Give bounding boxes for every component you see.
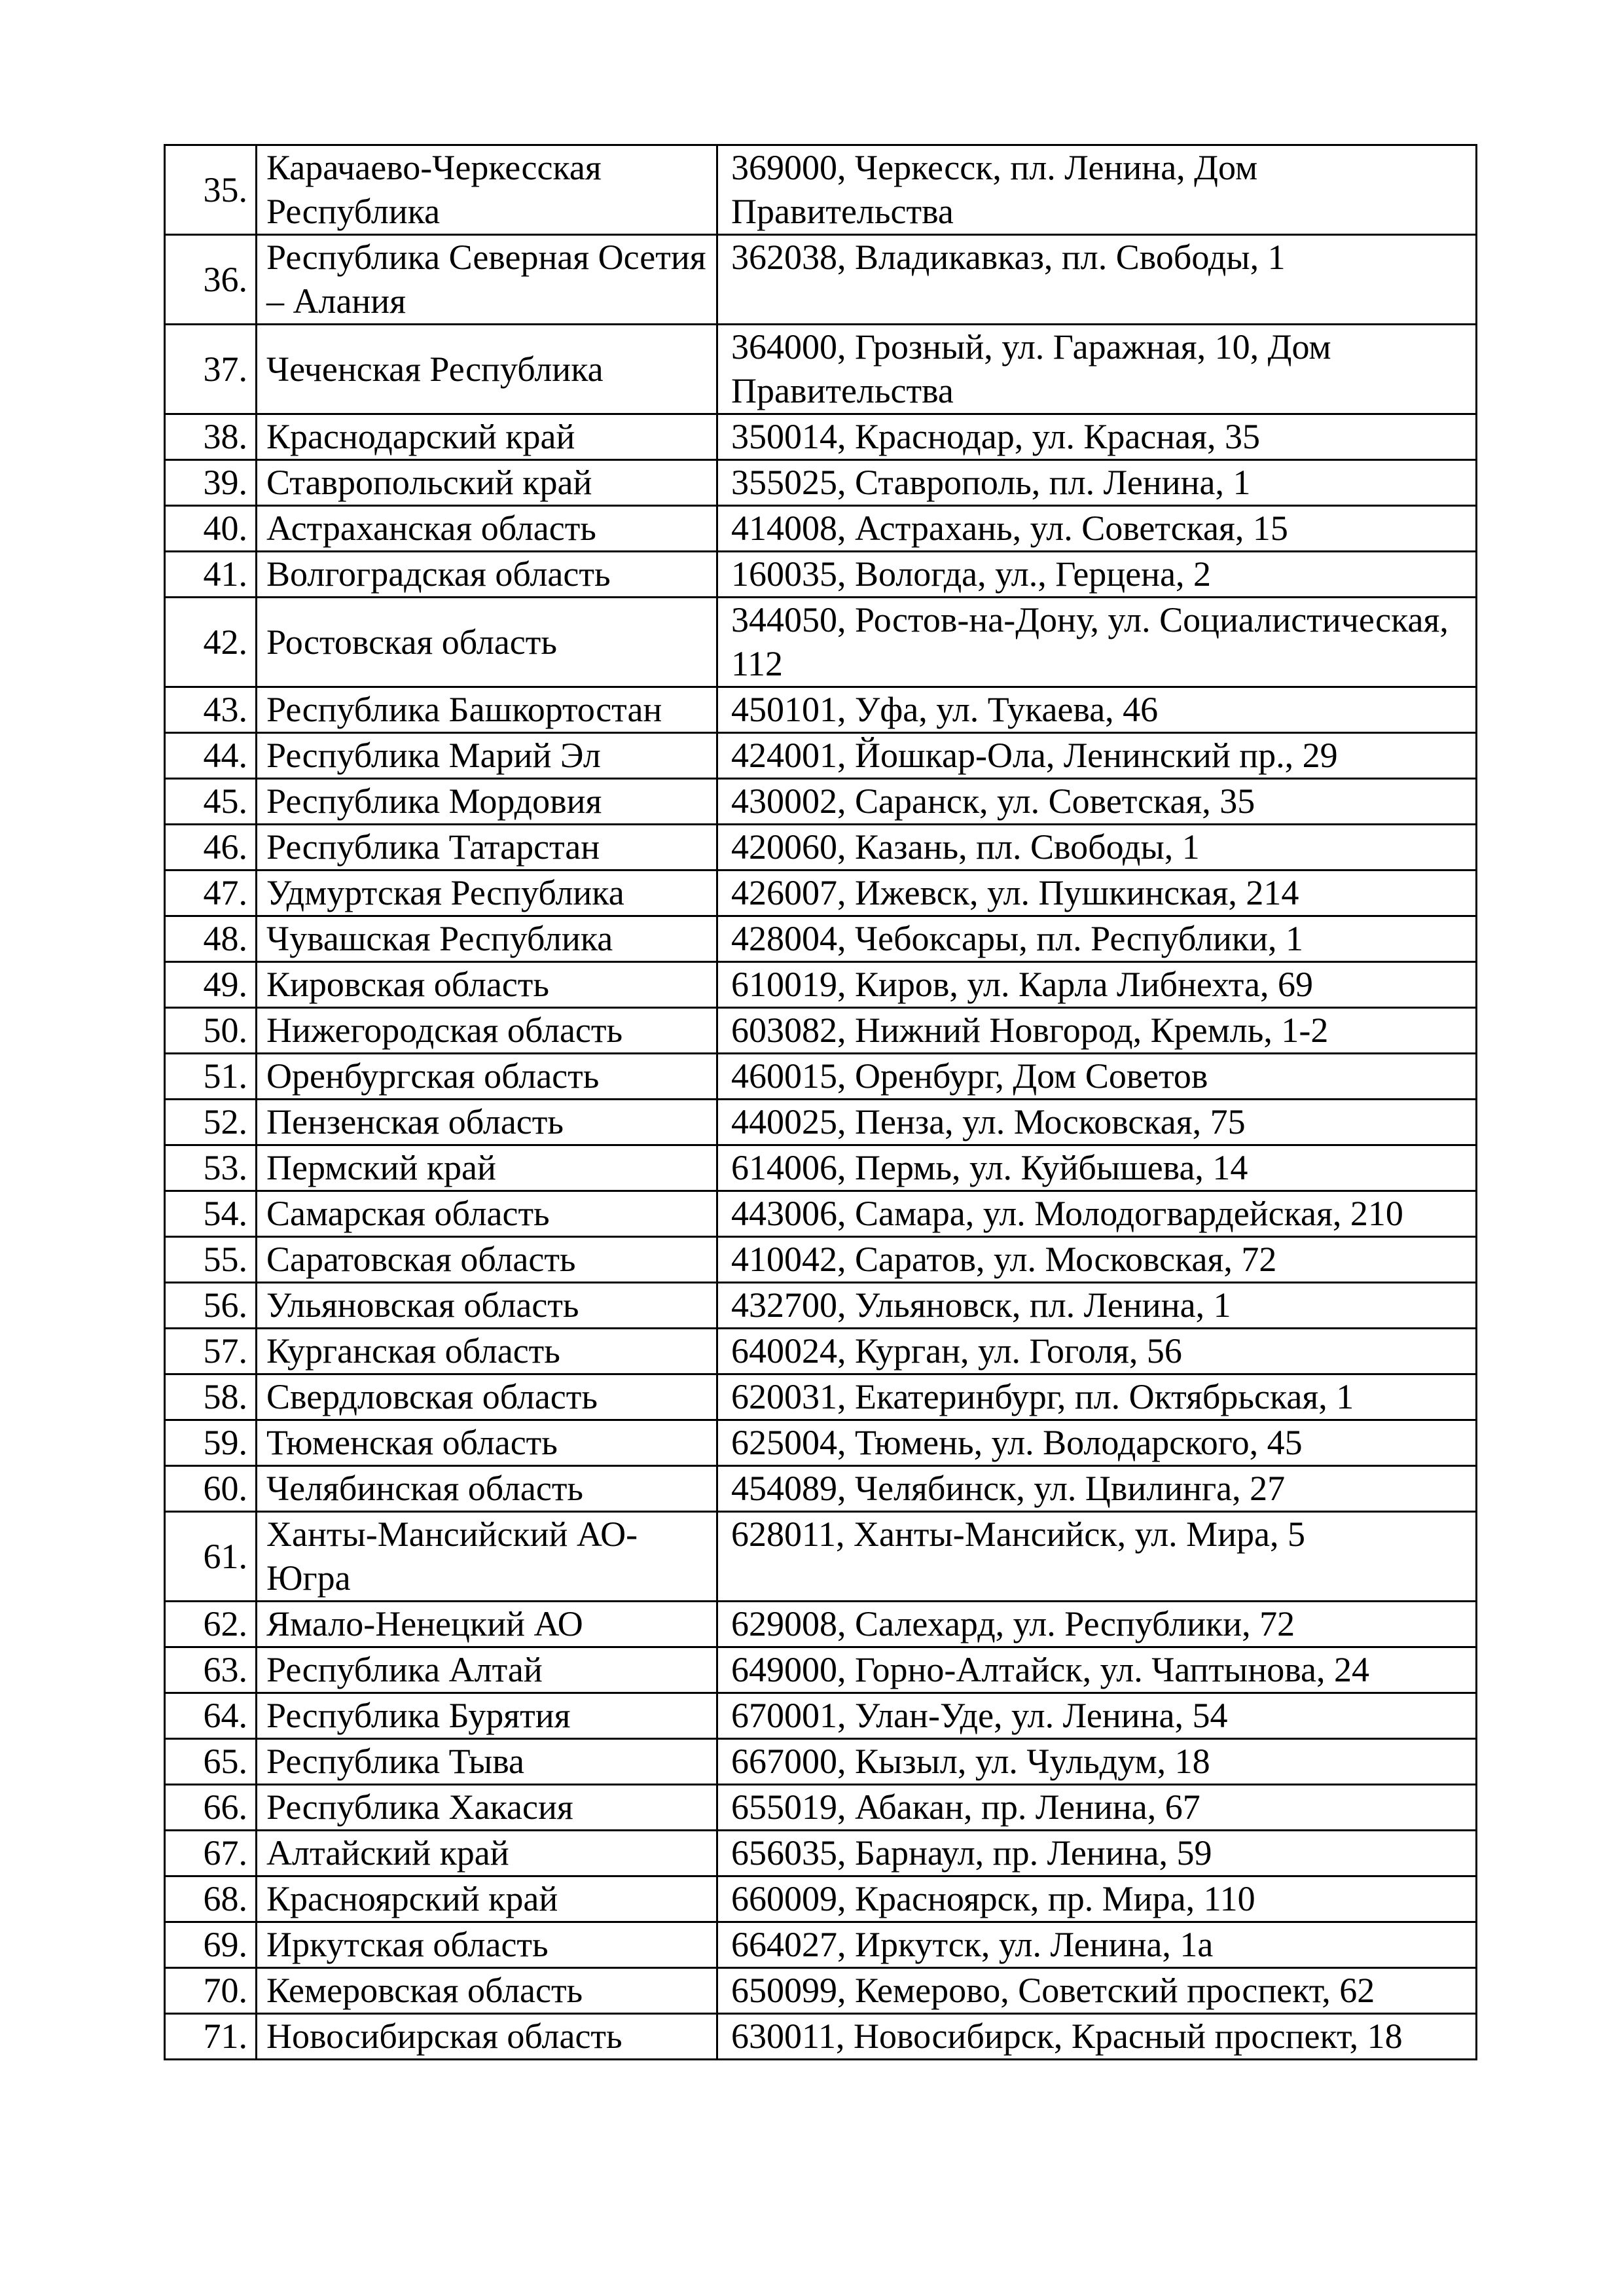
table-row — [165, 145, 1477, 235]
region-address: 428004, Чебоксары, пл. Республики, 1 — [717, 916, 1477, 962]
table-row — [165, 1968, 1477, 2014]
region-address: 454089, Челябинск, ул. Цвилинга, 27 — [717, 1466, 1477, 1512]
region-name: Самарская область — [257, 1191, 717, 1237]
region-name: Республика Тыва — [257, 1739, 717, 1785]
table-row — [165, 460, 1477, 506]
region-address: 355025, Ставрополь, пл. Ленина, 1 — [717, 460, 1477, 506]
region-name: Алтайский край — [257, 1831, 717, 1876]
region-address: 667000, Кызыл, ул. Чульдум, 18 — [717, 1739, 1477, 1785]
row-number: 38. — [165, 414, 257, 460]
region-address: 440025, Пенза, ул. Московская, 75 — [717, 1100, 1477, 1145]
region-name: Новосибирская область — [257, 2014, 717, 2060]
row-number: 60. — [165, 1466, 257, 1512]
row-number: 37. — [165, 325, 257, 414]
row-number: 59. — [165, 1420, 257, 1466]
region-address: 364000, Грозный, ул. Гаражная, 10, Дом Правительства — [717, 325, 1477, 414]
region-address: 362038, Владикавказ, пл. Свободы, 1 — [717, 235, 1477, 325]
region-address: 424001, Йошкар-Ола, Ленинский пр., 29 — [717, 733, 1477, 779]
region-address: 660009, Красноярск, пр. Мира, 110 — [717, 1876, 1477, 1922]
region-address: 430002, Саранск, ул. Советская, 35 — [717, 779, 1477, 825]
row-number: 44. — [165, 733, 257, 779]
region-name: Ростовская область — [257, 598, 717, 687]
table-row — [165, 1693, 1477, 1739]
table-row — [165, 825, 1477, 870]
row-number: 58. — [165, 1374, 257, 1420]
region-name: Республика Башкортостан — [257, 687, 717, 733]
region-name: Астраханская область — [257, 506, 717, 552]
table-row — [165, 870, 1477, 916]
region-name: Пермский край — [257, 1145, 717, 1191]
table-row — [165, 552, 1477, 598]
region-name: Республика Хакасия — [257, 1785, 717, 1831]
region-name: Красноярский край — [257, 1876, 717, 1922]
region-address: 655019, Абакан, пр. Ленина, 67 — [717, 1785, 1477, 1831]
region-name: Ханты-Мансийский АО-Югра — [257, 1512, 717, 1602]
row-number: 51. — [165, 1054, 257, 1100]
table-row — [165, 1191, 1477, 1237]
region-address: 410042, Саратов, ул. Московская, 72 — [717, 1237, 1477, 1283]
table-row — [165, 962, 1477, 1008]
table-row — [165, 1100, 1477, 1145]
table-row — [165, 1876, 1477, 1922]
row-number: 48. — [165, 916, 257, 962]
table-row — [165, 325, 1477, 414]
table-row — [165, 1512, 1477, 1602]
region-name: Республика Марий Эл — [257, 733, 717, 779]
region-address: 629008, Салехард, ул. Республики, 72 — [717, 1602, 1477, 1647]
region-name: Республика Татарстан — [257, 825, 717, 870]
region-address: 610019, Киров, ул. Карла Либнехта, 69 — [717, 962, 1477, 1008]
table-row — [165, 1785, 1477, 1831]
region-name: Ульяновская область — [257, 1283, 717, 1329]
row-number: 62. — [165, 1602, 257, 1647]
region-name: Иркутская область — [257, 1922, 717, 1968]
table-row — [165, 1329, 1477, 1374]
region-address: 603082, Нижний Новгород, Кремль, 1-2 — [717, 1008, 1477, 1054]
region-address: 650099, Кемерово, Советский проспект, 62 — [717, 1968, 1477, 2014]
row-number: 47. — [165, 870, 257, 916]
row-number: 42. — [165, 598, 257, 687]
row-number: 46. — [165, 825, 257, 870]
row-number: 39. — [165, 460, 257, 506]
region-address: 664027, Иркутск, ул. Ленина, 1а — [717, 1922, 1477, 1968]
row-number: 71. — [165, 2014, 257, 2060]
region-name: Республика Северная Осетия – Алания — [257, 235, 717, 325]
row-number: 67. — [165, 1831, 257, 1876]
table-row — [165, 506, 1477, 552]
table-row — [165, 598, 1477, 687]
region-address: 460015, Оренбург, Дом Советов — [717, 1054, 1477, 1100]
table-row — [165, 1831, 1477, 1876]
table-row — [165, 1922, 1477, 1968]
row-number: 61. — [165, 1512, 257, 1602]
region-name: Краснодарский край — [257, 414, 717, 460]
table-row — [165, 779, 1477, 825]
region-name: Карачаево-Черкесская Республика — [257, 145, 717, 235]
region-address: 649000, Горно-Алтайск, ул. Чаптынова, 24 — [717, 1647, 1477, 1693]
region-name: Саратовская область — [257, 1237, 717, 1283]
region-name: Курганская область — [257, 1329, 717, 1374]
region-name: Республика Бурятия — [257, 1693, 717, 1739]
region-address: 620031, Екатеринбург, пл. Октябрьская, 1 — [717, 1374, 1477, 1420]
region-name: Кемеровская область — [257, 1968, 717, 2014]
table-row — [165, 1647, 1477, 1693]
regions-address-table — [164, 144, 1477, 2060]
region-name: Удмуртская Республика — [257, 870, 717, 916]
row-number: 36. — [165, 235, 257, 325]
table-row — [165, 1237, 1477, 1283]
table-row — [165, 1283, 1477, 1329]
region-address: 369000, Черкесск, пл. Ленина, Дом Правительства — [717, 145, 1477, 235]
region-address: 432700, Ульяновск, пл. Ленина, 1 — [717, 1283, 1477, 1329]
region-name: Республика Алтай — [257, 1647, 717, 1693]
region-address: 628011, Ханты-Мансийск, ул. Мира, 5 — [717, 1512, 1477, 1602]
row-number: 68. — [165, 1876, 257, 1922]
row-number: 55. — [165, 1237, 257, 1283]
region-address: 414008, Астрахань, ул. Советская, 15 — [717, 506, 1477, 552]
table-row — [165, 733, 1477, 779]
region-name: Оренбургская область — [257, 1054, 717, 1100]
region-name: Чеченская Республика — [257, 325, 717, 414]
region-address: 640024, Курган, ул. Гоголя, 56 — [717, 1329, 1477, 1374]
table-row — [165, 1739, 1477, 1785]
row-number: 64. — [165, 1693, 257, 1739]
row-number: 53. — [165, 1145, 257, 1191]
region-name: Пензенская область — [257, 1100, 717, 1145]
row-number: 56. — [165, 1283, 257, 1329]
region-name: Нижегородская область — [257, 1008, 717, 1054]
table-row — [165, 2014, 1477, 2060]
region-name: Тюменская область — [257, 1420, 717, 1466]
row-number: 69. — [165, 1922, 257, 1968]
region-address: 450101, Уфа, ул. Тукаева, 46 — [717, 687, 1477, 733]
table-row — [165, 1374, 1477, 1420]
table-row — [165, 414, 1477, 460]
row-number: 63. — [165, 1647, 257, 1693]
row-number: 50. — [165, 1008, 257, 1054]
table-row — [165, 687, 1477, 733]
region-address: 420060, Казань, пл. Свободы, 1 — [717, 825, 1477, 870]
region-address: 443006, Самара, ул. Молодогвардейская, 210 — [717, 1191, 1477, 1237]
region-address: 344050, Ростов-на-Дону, ул. Социалистическая, 112 — [717, 598, 1477, 687]
table-row — [165, 916, 1477, 962]
row-number: 70. — [165, 1968, 257, 2014]
region-address: 426007, Ижевск, ул. Пушкинская, 214 — [717, 870, 1477, 916]
region-address: 670001, Улан-Уде, ул. Ленина, 54 — [717, 1693, 1477, 1739]
row-number: 54. — [165, 1191, 257, 1237]
region-address: 625004, Тюмень, ул. Володарского, 45 — [717, 1420, 1477, 1466]
region-address: 350014, Краснодар, ул. Красная, 35 — [717, 414, 1477, 460]
region-name: Чувашская Республика — [257, 916, 717, 962]
table-row — [165, 1008, 1477, 1054]
region-address: 160035, Вологда, ул., Герцена, 2 — [717, 552, 1477, 598]
row-number: 40. — [165, 506, 257, 552]
region-address: 656035, Барнаул, пр. Ленина, 59 — [717, 1831, 1477, 1876]
row-number: 57. — [165, 1329, 257, 1374]
row-number: 49. — [165, 962, 257, 1008]
region-name: Волгоградская область — [257, 552, 717, 598]
table-row — [165, 1420, 1477, 1466]
region-name: Свердловская область — [257, 1374, 717, 1420]
row-number: 43. — [165, 687, 257, 733]
region-name: Республика Мордовия — [257, 779, 717, 825]
region-name: Кировская область — [257, 962, 717, 1008]
table-row — [165, 235, 1477, 325]
table-row — [165, 1602, 1477, 1647]
table-row — [165, 1145, 1477, 1191]
region-name: Челябинская область — [257, 1466, 717, 1512]
table-row — [165, 1466, 1477, 1512]
row-number: 52. — [165, 1100, 257, 1145]
row-number: 66. — [165, 1785, 257, 1831]
region-address: 630011, Новосибирск, Красный проспект, 18 — [717, 2014, 1477, 2060]
row-number: 65. — [165, 1739, 257, 1785]
region-name: Ямало-Ненецкий АО — [257, 1602, 717, 1647]
row-number: 45. — [165, 779, 257, 825]
region-address: 614006, Пермь, ул. Куйбышева, 14 — [717, 1145, 1477, 1191]
table-row — [165, 1054, 1477, 1100]
row-number: 41. — [165, 552, 257, 598]
region-name: Ставропольский край — [257, 460, 717, 506]
row-number: 35. — [165, 145, 257, 235]
